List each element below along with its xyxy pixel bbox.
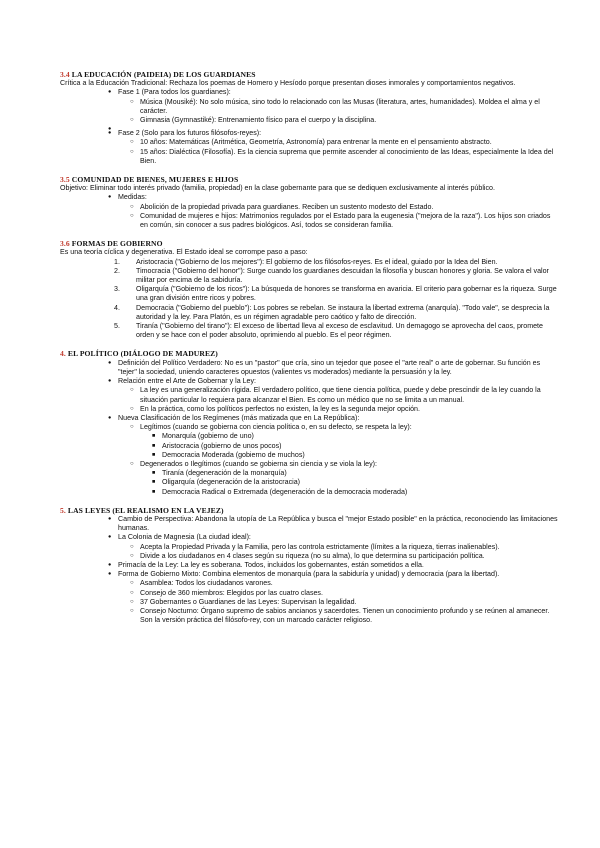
sub-list-item: ○ 15 años: Dialéctica (Filosofía). Es la ciencia suprema que permite ascender al conocimiento de las Ideas, especialmente la Idea del Bien. — [140, 148, 560, 166]
list-item — [118, 377, 560, 414]
bullet-list — [60, 88, 560, 166]
sub-list — [118, 423, 560, 497]
sub-list-item: ○ La ley es una generalización rígida. El verdadero político, que tiene ciencia política, puede y debe prescindir de la ley cuando la situación particular lo requiera para alcanzar el Bien. Es como un médico que no se limita a un manual. — [140, 386, 560, 404]
sub-sub-list-item: ■ Democracia Moderada (gobierno de muchos) — [162, 451, 560, 460]
sub-sub-list-item: ■ Tiranía (degeneración de la monarquía) — [162, 469, 560, 478]
list-item — [118, 193, 560, 230]
sub-list-item: ○ Acepta la Propiedad Privada y la Familia, pero las controla estrictamente (límites a la riqueza, tierras inalienables). — [140, 543, 560, 552]
list-item: ● Cambio de Perspectiva: Abandona la utopía de La República y busca el "mejor Estado posible" en la práctica, reconociendo las limitaciones humanas. — [118, 515, 560, 533]
section-title: FORMAS DE GOBIERNO — [71, 239, 163, 249]
section-heading — [60, 239, 560, 248]
item-text: Timocracia ("Gobierno del honor"): Surge cuando los guardianes descuidan la filosofía y buscan honores y gloria. Se valora el valor militar por encima de la sabiduría. — [136, 266, 549, 285]
section-number: 5. — [60, 505, 66, 515]
spacer — [60, 230, 560, 239]
spacer — [60, 497, 560, 506]
section-5 — [60, 506, 560, 626]
sub-list-item: ○ 10 años: Matemáticas (Aritmética, Geometría, Astronomía) para entrenar la mente en el pensamiento abstracto. — [140, 138, 560, 147]
sub-list-item: ○ Comunidad de mujeres e hijos: Matrimonios regulados por el Estado para la eugenesia ("mejora de la raza"). Los hijos son criados en común, sin conocer a sus padres biológicos. Así, todos se consideran familia. — [140, 212, 560, 230]
sub-list-item: ○ Consejo de 360 miembros: Elegidos por las cuatro clases. — [140, 589, 560, 598]
sub-sub-list-item: ■ Aristocracia (gobierno de unos pocos) — [162, 442, 560, 451]
sub-list-item-text: Degenerados o Ilegítimos (cuando se gobierna sin ciencia y se viola la ley): — [140, 459, 377, 468]
numbered-item — [114, 257, 560, 267]
sub-sub-list-item: ■ Democracia Radical o Extremada (degeneración de la democracia moderada) — [162, 488, 560, 497]
list-item-text: La Colonia de Magnesia (La ciudad ideal): — [118, 533, 251, 542]
list-item — [118, 533, 560, 561]
sub-sub-list-item: ■ Monarquía (gobierno de uno) — [162, 432, 560, 441]
sub-list — [118, 579, 560, 625]
sub-list-item — [140, 460, 560, 497]
list-item-text: Medidas: — [118, 193, 147, 202]
section-4 — [60, 349, 560, 496]
list-item-text: Relación entre el Arte de Gobernar y la Ley: — [118, 377, 257, 386]
numbered-item — [114, 322, 560, 340]
section-number: 4. — [60, 349, 66, 359]
section-number: 3.5 — [60, 175, 70, 185]
item-text: Oligarquía ("Gobierno de los ricos"): La búsqueda de honores se transforma en avaricia. El criterio para gobernar es la riqueza. Surge una gran división entre ricos y pobres. — [136, 285, 557, 303]
item-number: 5. — [114, 322, 120, 331]
section-title: LAS LEYES (EL REALISMO EN LA VEJEZ) — [67, 505, 224, 515]
item-number: 1. — [114, 257, 120, 266]
sub-list-item: ○ Divide a los ciudadanos en 4 clases según su riqueza (no su alma), lo que determina su participación política. — [140, 552, 560, 561]
list-item: ● Primacía de la Ley: La ley es soberana. Todos, incluidos los gobernantes, están sometidos a ella. — [118, 561, 560, 570]
list-item — [118, 129, 560, 166]
section-3-4 — [60, 70, 560, 166]
sub-list — [118, 386, 560, 414]
sub-list-item: ○ Abolición de la propiedad privada para guardianes. Reciben un sustento modesto del Estado. — [140, 203, 560, 212]
item-number: 3. — [114, 285, 120, 294]
sub-list — [118, 138, 560, 166]
section-title: COMUNIDAD DE BIENES, MUJERES E HIJOS — [71, 175, 239, 185]
list-item: ● Definición del Político Verdadero: No es un "pastor" que cría, sino un tejedor que posee el "arte real" o arte de gobernar. Su función es "tejer" la sociedad, uniendo caracteres opuestos (valientes vs moderados) mediante la persuasión y la ley. — [118, 359, 560, 377]
section-3-5 — [60, 175, 560, 230]
numbered-item — [114, 285, 560, 303]
list-item — [118, 88, 560, 125]
bullet-list — [60, 193, 560, 230]
section-heading — [60, 349, 560, 358]
section-lead: Objetivo: Eliminar todo interés privado (familia, propiedad) en la clase gobernante para que se dediquen exclusivamente al interés público. — [60, 184, 495, 193]
sub-list-item: ○ Música (Mousiké): No solo música, sino todo lo relacionado con las Musas (literatura, artes, humanidades). Moldea el alma y el carácter. — [140, 98, 560, 116]
list-item-text: Fase 2 (Solo para los futuros filósofos-reyes): — [118, 129, 262, 138]
section-title: LA EDUCACIÓN (PAIDEIA) DE LOS GUARDIANES — [71, 70, 256, 79]
section-number: 3.6 — [60, 239, 70, 249]
section-heading — [60, 70, 560, 79]
list-item — [118, 414, 560, 497]
sub-list-item: ○ Gimnasia (Gymnastiké): Entrenamiento físico para el cuerpo y la disciplina. — [140, 116, 560, 125]
item-number: 4. — [114, 303, 120, 312]
sub-list-item-text: Legítimos (cuando se gobierna con ciencia política o, en su defecto, se respeta la ley): — [140, 423, 412, 432]
sub-list-item: ○ Consejo Nocturno: Órgano supremo de sabios ancianos y sacerdotes. Tienen un conocimiento profundo y se reúnen al amanecer. Son la versión práctica del filósofo-rey, con un marcado carácter religioso. — [140, 607, 560, 625]
item-text: Democracia ("Gobierno del pueblo"): Los pobres se rebelan. Se instaura la libertad extrema (anarquía). "Todo vale", se desprecia la autoridad y la ley. Para Platón, es un régimen agradable pero caótico y falto de dirección. — [136, 303, 550, 321]
bullet-list — [60, 359, 560, 497]
bullet-list — [60, 515, 560, 625]
item-text: Aristocracia ("Gobierno de los mejores"): El gobierno de los filósofos-reyes. Es el ideal, guiado por la Idea del Bien. — [136, 257, 498, 266]
sub-list-item — [140, 423, 560, 460]
sub-list — [118, 98, 560, 126]
numbered-item — [114, 303, 560, 322]
list-item-text: Nueva Clasificación de los Regímenes (más matizada que en La República): — [118, 413, 360, 422]
item-number: 2. — [114, 266, 120, 275]
list-item — [118, 570, 560, 625]
sub-list — [118, 543, 560, 561]
section-lead: Crítica a la Educación Tradicional: Rechaza los poemas de Homero y Hesíodo porque presentan dioses inmorales y comportamientos negativos. — [60, 79, 516, 88]
section-number: 3.4 — [60, 70, 70, 79]
sub-sub-list — [140, 469, 560, 497]
section-heading — [60, 506, 560, 515]
list-item-text: Fase 1 (Para todos los guardianes): — [118, 88, 231, 97]
sub-sub-list-item: ■ Oligarquía (degeneración de la aristocracia) — [162, 478, 560, 487]
list-item-text: Forma de Gobierno Mixto: Combina elementos de monarquía (para la sabiduría y unidad) y democracia (para la libertad). — [118, 570, 500, 579]
section-3-6 — [60, 239, 560, 340]
spacer — [60, 166, 560, 175]
section-lead: Es una teoría cíclica y degenerativa. El Estado ideal se corrompe paso a paso: — [60, 248, 308, 257]
sub-list-item: ○ Asamblea: Todos los ciudadanos varones. — [140, 579, 560, 588]
sub-list-item: ○ 37 Gobernantes o Guardianes de las Leyes: Supervisan la legalidad. — [140, 598, 560, 607]
sub-list-item: ○ En la práctica, como los políticos perfectos no existen, la ley es la segunda mejor opción. — [140, 405, 560, 414]
numbered-item — [114, 266, 560, 285]
sub-sub-list — [140, 432, 560, 460]
item-text: Tiranía ("Gobierno del tirano"): El exceso de libertad lleva al exceso de esclavitud. Un demagogo se aprovecha del caos, promete orden y se hace con el poder absoluto, oprimiendo al pueblo. Es el peor régimen. — [136, 322, 543, 340]
section-heading — [60, 175, 560, 184]
section-title: EL POLÍTICO (DIÁLOGO DE MADUREZ) — [67, 349, 218, 359]
sub-list — [118, 203, 560, 231]
numbered-list — [60, 258, 560, 341]
